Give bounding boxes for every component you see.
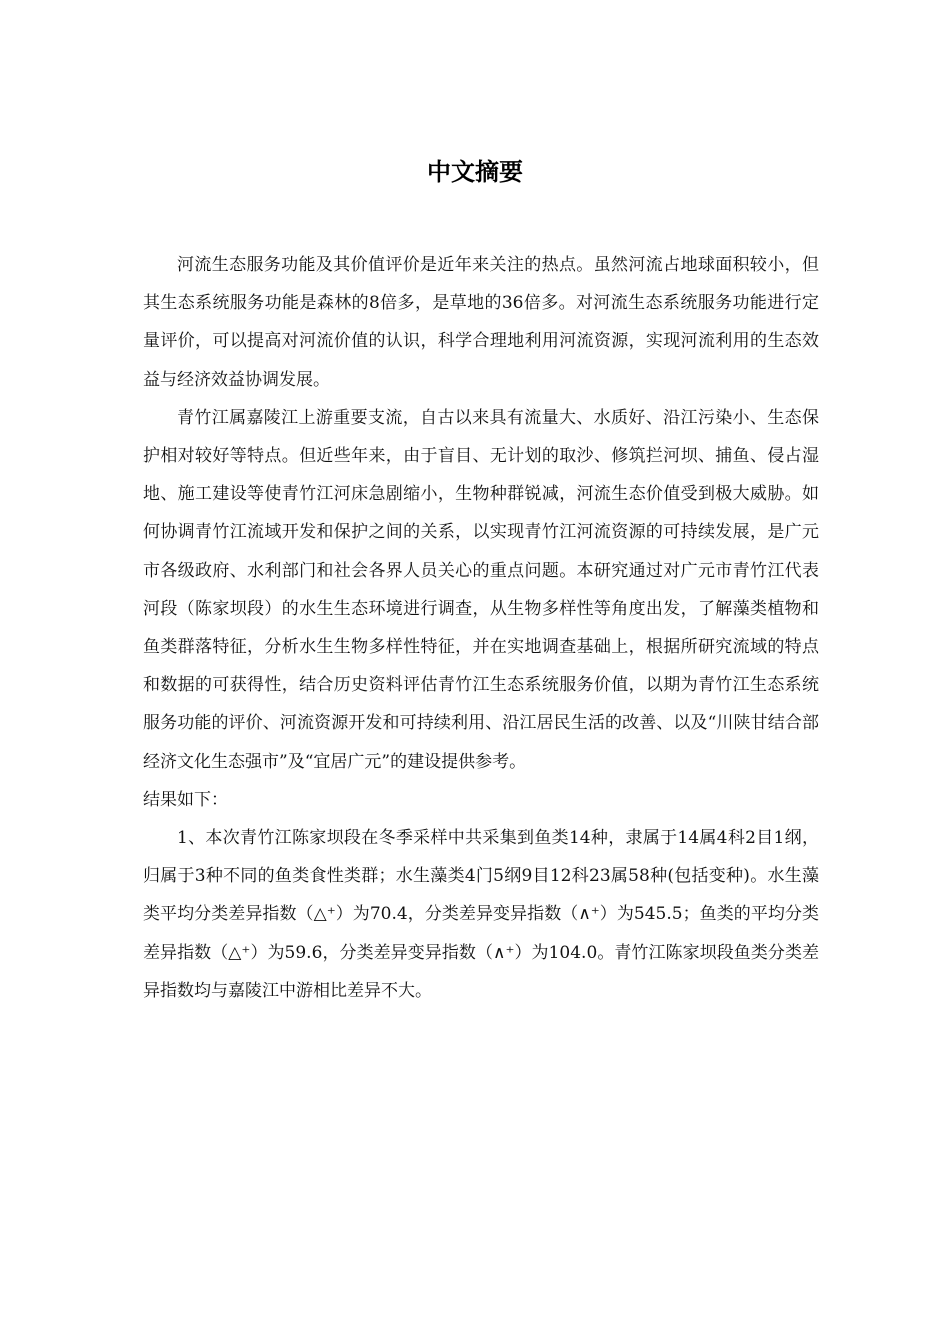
paragraph-result-1: 1、本次青竹江陈家坝段在冬季采样中共采集到鱼类14种，隶属于14属4科2目1纲，归属于3种不同的鱼类食性类群；水生藻类4门5纲9目12科23属58种(包括变种)。水生藻类平均分类差异指数（△⁺）为70.4，分类差异变异指数（∧⁺）为545.5；鱼类的平均分类差异指数（△⁺）为59.6，分类差异变异指数（∧⁺）为104.0。青竹江陈家坝段鱼类分类差异指数均与嘉陵江中游相比差异不大。 [143,828,819,1001]
paragraph-background: 青竹江属嘉陵江上游重要支流，自古以来具有流量大、水质好、沿江污染小、生态保护相对较好等特点。但近些年来，由于盲目、无计划的取沙、修筑拦河坝、捕鱼、侵占湿地、施工建设等使青竹江河床急剧缩小，生物种群锐减，河流生态价值受到极大威胁。如何协调青竹江流域开发和保护之间的关系，以实现青竹江河流资源的可持续发展，是广元市各级政府、水利部门和社会各界人员关心的重点问题。本研究通过对广元市青竹江代表河段（陈家坝段）的水生生态环境进行调查，从生物多样性等角度出发，了解藻类植物和鱼类群落特征，分析水生生物多样性特征，并在实地调查基础上，根据所研究流域的特点和数据的可获得性，结合历史资料评估青竹江生态系统服务价值，以期为青竹江生态系统服务功能的评价、河流资源开发和可持续利用、沿江居民生活的改善、以及“川陕甘结合部经济文化生态强市”及“宜居广元”的建设提供参考。 [143,407,819,772]
abstract-body [143,246,819,1010]
paragraph-intro: 河流生态服务功能及其价值评价是近年来关注的热点。虽然河流占地球面积较小，但其生态系统服务功能是森林的8倍多，是草地的36倍多。对河流生态系统服务功能进行定量评价，可以提高对河流价值的认识，科学合理地利用河流资源，实现河流利用的生态效益与经济效益协调发展。 [143,255,819,390]
page-title: 中文摘要 [427,158,523,186]
paragraph-results-heading: 结果如下： [143,789,228,810]
